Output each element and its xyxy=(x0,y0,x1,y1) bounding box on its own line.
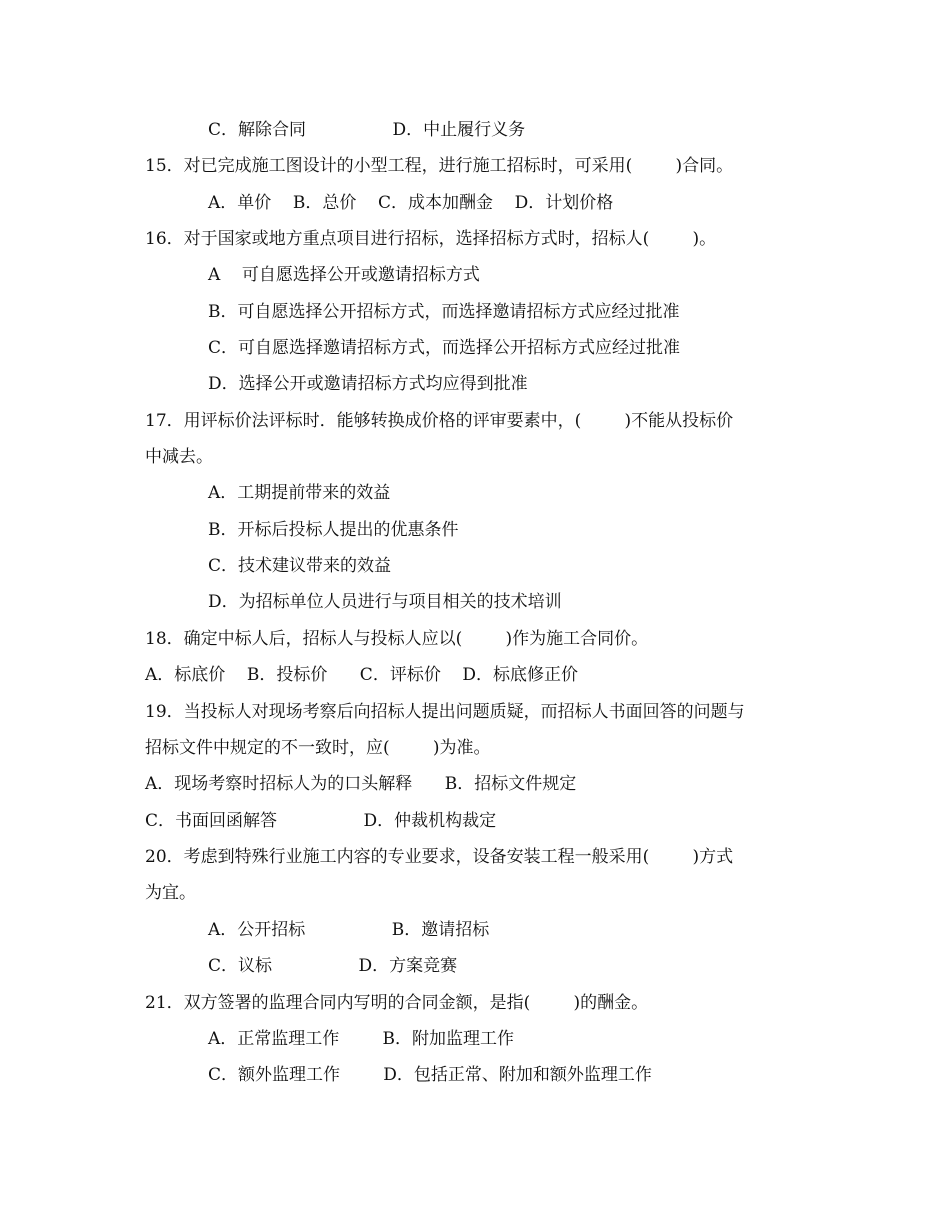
options-20ab: A．公开招标 B．邀请招标 xyxy=(208,920,490,940)
question-17: 17．用评标价法评标时．能够转换成价格的评审要素中，( )不能从投标价 xyxy=(145,411,734,431)
option-line-14cd: C．解除合同 D．中止履行义务 xyxy=(208,120,526,140)
question-16: 16．对于国家或地方重点项目进行招标，选择招标方式时，招标人( )。 xyxy=(145,229,717,249)
option-17a: A．工期提前带来的效益 xyxy=(208,483,391,503)
question-19: 19．当投标人对现场考察后向招标人提出问题质疑，而招标人书面回答的问题与 xyxy=(145,702,745,722)
option-16a: A 可自愿选择公开或邀请招标方式 xyxy=(208,265,480,285)
options-19ab: A．现场考察时招标人为的口头解释 B．招标文件规定 xyxy=(145,774,577,794)
options-20cd: C．议标 D．方案竞赛 xyxy=(208,956,458,976)
options-15: A．单价 B．总价 C．成本加酬金 D．计划价格 xyxy=(208,193,614,213)
question-19-cont: 招标文件中规定的不一致时，应( )为准。 xyxy=(145,738,491,758)
question-17-cont: 中减去。 xyxy=(145,447,213,467)
option-17c: C．技术建议带来的效益 xyxy=(208,556,392,576)
options-21cd: C．额外监理工作 D．包括正常、附加和额外监理工作 xyxy=(208,1065,652,1085)
question-20-cont: 为宜。 xyxy=(145,883,196,903)
options-21ab: A．正常监理工作 B．附加监理工作 xyxy=(208,1029,514,1049)
option-17d: D．为招标单位人员进行与项目相关的技术培训 xyxy=(208,592,562,612)
question-15: 15．对已完成施工图设计的小型工程，进行施工招标时，可采用( )合同。 xyxy=(145,156,734,176)
option-17b: B．开标后投标人提出的优惠条件 xyxy=(208,520,459,540)
option-16c: C．可自愿选择邀请招标方式，而选择公开招标方式应经过批准 xyxy=(208,338,681,358)
option-16b: B．可自愿选择公开招标方式，而选择邀请招标方式应经过批准 xyxy=(208,302,680,322)
options-18: A．标底价 B．投标价 C．评标价 D．标底修正价 xyxy=(145,665,579,685)
question-21: 21．双方签署的监理合同内写明的合同金额，是指( )的酬金。 xyxy=(145,993,649,1013)
options-19cd: C．书面回函解答 D．仲裁机构裁定 xyxy=(145,811,497,831)
question-20: 20．考虑到特殊行业施工内容的专业要求，设备安装工程一般采用( )方式 xyxy=(145,847,734,867)
question-18: 18．确定中标人后，招标人与投标人应以( )作为施工合同价。 xyxy=(145,629,649,649)
option-16d: D．选择公开或邀请招标方式均应得到批准 xyxy=(208,374,528,394)
